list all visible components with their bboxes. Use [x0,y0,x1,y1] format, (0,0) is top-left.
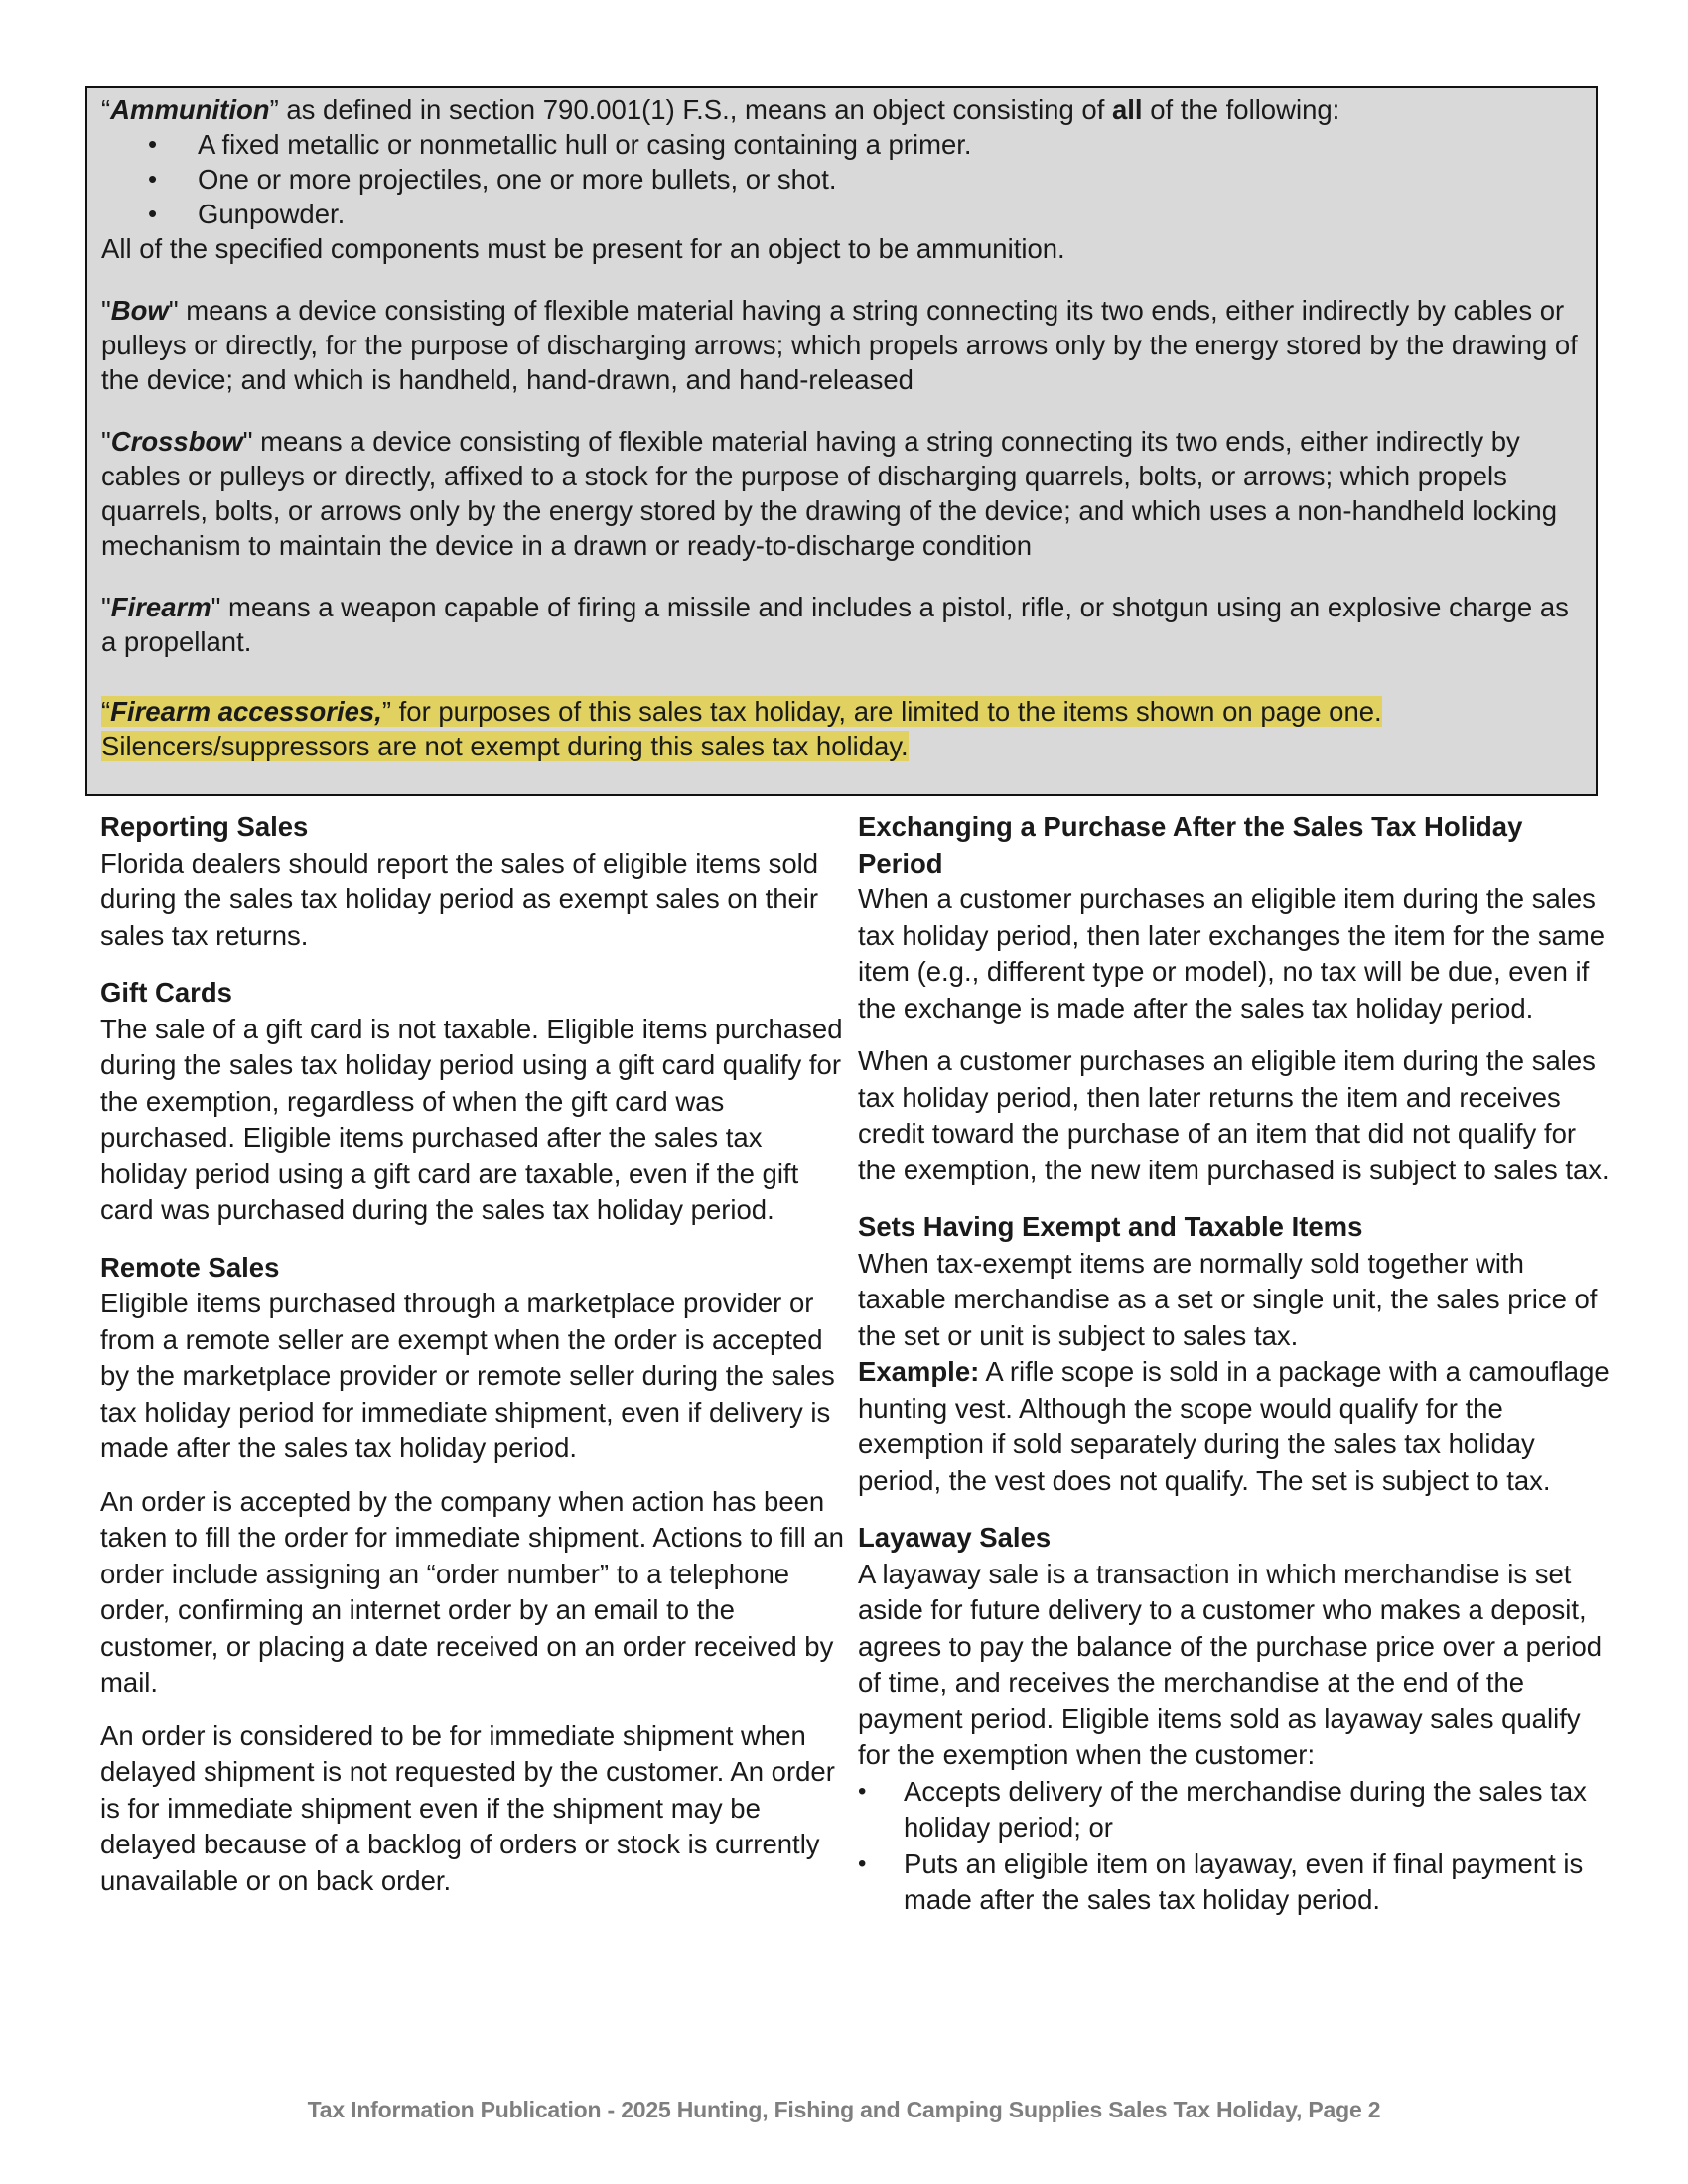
section-exchanging [858,809,1613,1188]
section-gift-cards [100,975,855,1229]
section-body: A layaway sale is a transaction in which merchandise is set aside for future delivery to a customer who makes a deposit, agrees to pay the balance of the purchase price over a period of time, and receives the merchandise at the end of the payment period. Eligible items sold as layaway sales qualify for the exemption when the customer: [858,1558,1603,1770]
section-heading: Remote Sales [100,1251,280,1283]
section-remote-sales [100,1250,855,1900]
section-body: Eligible items purchased through a marketplace provider or from a remote seller are exempt when the order is accepted by the marketplace provider or remote seller during the sales tax holiday period for immediate shipment, even if delivery is made after the sales tax holiday period. [100,1288,835,1463]
list-item: • Gunpowder. [198,197,1582,231]
section-reporting-sales [100,809,855,954]
section-body: An order is considered to be for immediate shipment when delayed shipment is not requested by the customer. An order is for immediate shipment even if the shipment may be delayed because of a backlog of orders or stock is currently unavailable or on back order. [100,1719,835,1896]
highlighted-text: Silencers/suppressors are not exempt during this sales tax holiday. [101,731,909,761]
layaway-conditions-list [858,1774,1613,1919]
definitions-box [85,86,1598,796]
section-body: An order is accepted by the company when action has been taken to fill the order for immediate shipment. Actions to fill an order include assigning an “order number” to a telephone order, confirming an internet order by an email to the customer, or placing a date received on an order received by mail. [100,1485,844,1698]
definition-ammunition: “Ammunition” as defined in section 790.001(1) F.S., means an object consisting of all of the following: [101,94,1340,125]
section-sets [858,1209,1613,1499]
definition-crossbow: "Crossbow" means a device consisting of flexible material having a string connecting its two ends, either indirectly by cables or pulleys or directly, affixed to a stock for the purpose of discharging quarrels, bolts, or arrows; which propels quarrels, bolts, or arrows only by the energy stored by the drawing of the device; and which uses a non-handheld locking mechanism to maintain the device in a drawn or ready-to-discharge condition [101,426,1557,561]
section-body: Florida dealers should report the sales of eligible items sold during the sales tax holiday period as exempt sales on their sales tax returns. [100,847,819,951]
highlighted-text: “Firearm accessories,” for purposes of this sales tax holiday, are limited to the items shown on page one. [101,696,1382,727]
section-heading: Layaway Sales [858,1522,1052,1553]
list-item: • One or more projectiles, one or more bullets, or shot. [198,162,1582,197]
definition-firearm: "Firearm" means a weapon capable of firing a missile and includes a pistol, rifle, or shotgun using an explosive charge as a propellant. [101,592,1569,657]
left-column [100,809,855,1899]
list-item: • Accepts delivery of the merchandise during the sales tax holiday period; or [904,1774,1613,1846]
section-heading: Exchanging a Purchase After the Sales Tax Holiday Period [858,811,1523,879]
section-body: The sale of a gift card is not taxable. Eligible items purchased during the sales tax holiday period using a gift card qualify for the exemption, regardless of when the gift card was purchased. Eligible items purchased after the sales tax holiday period using a gift card are taxable, even if the gift card was purchased during the sales tax holiday period. [100,1013,843,1225]
emphasis-all: all [1111,94,1143,125]
ammunition-note: All of the specified components must be present for an object to be ammunition. [101,233,1065,264]
right-column [858,809,1613,1919]
term-firearm: Firearm [110,592,211,622]
example-paragraph: Example: A rifle scope is sold in a package with a camouflage hunting vest. Although the scope would qualify for the exemption if sold separately during the sales tax holiday period, the vest does not qualify. The set is subject to tax. [858,1356,1610,1496]
example-label: Example: [858,1356,980,1387]
term-bow: Bow [110,295,169,326]
definition-bow: "Bow" means a device consisting of flexible material having a string connecting its two ends, either indirectly by cables or pulleys or directly, for the purpose of discharging arrows; which propels arrows only by the energy stored by the drawing of the device; and which is handheld, hand-drawn, and hand-released [101,295,1578,395]
section-heading: Reporting Sales [100,811,309,842]
definition-firearm-accessories [101,694,1582,763]
term-ammunition: Ammunition [110,94,270,125]
section-body: When a customer purchases an eligible item during the sales tax holiday period, then later exchanges the item for the same item (e.g., different type or model), no tax will be due, even if the exchange is made after the sales tax holiday period. [858,884,1606,1024]
list-item: • A fixed metallic or nonmetallic hull or casing containing a primer. [198,127,1582,162]
term-crossbow: Crossbow [110,426,243,457]
term-firearm-accessories: Firearm accessories, [110,696,382,727]
section-body: When a customer purchases an eligible item during the sales tax holiday period, then later returns the item and receives credit toward the purchase of an item that did not qualify for the exemption, the new item purchased is subject to sales tax. [858,1045,1610,1185]
section-body: When tax-exempt items are normally sold together with taxable merchandise as a set or single unit, the sales price of the set or unit is subject to sales tax. [858,1247,1598,1351]
ammunition-components-list [101,127,1582,231]
section-heading: Gift Cards [100,977,232,1008]
section-heading: Sets Having Exempt and Taxable Items [858,1211,1363,1242]
list-item: • Puts an eligible item on layaway, even if final payment is made after the sales tax holiday period. [904,1846,1613,1919]
section-layaway [858,1520,1613,1919]
page-footer: Tax Information Publication - 2025 Hunting, Fishing and Camping Supplies Sales Tax Holiday, Page 2 [307,2097,1381,2122]
